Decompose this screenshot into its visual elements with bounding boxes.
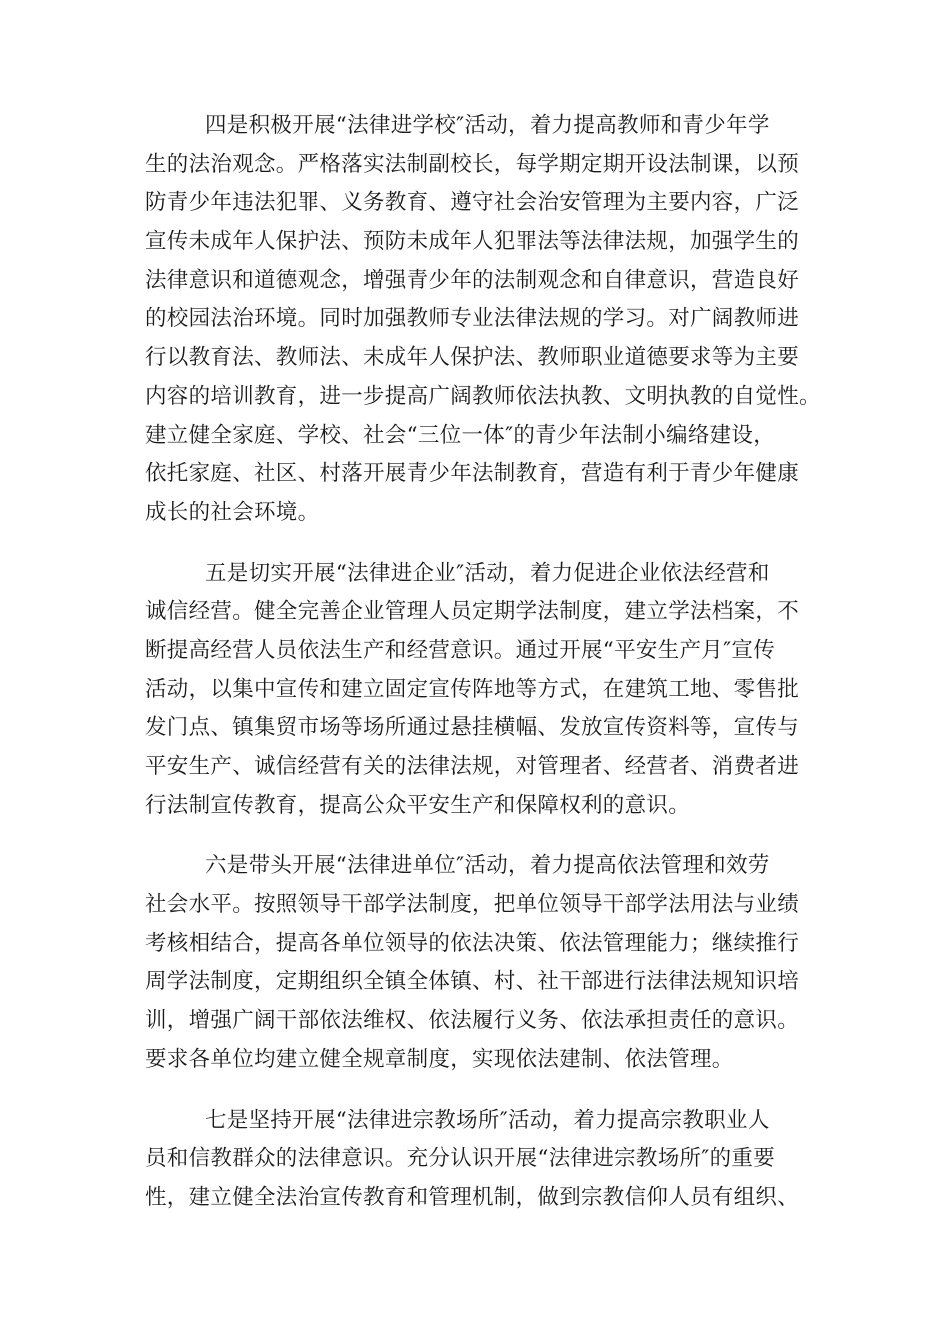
text-line: 四是积极开展“法律进学校″活动，着力提高教师和青少年学 [205,113,770,138]
text-line: 宣传未成年人保护法、预防未成年人犯罪法等法律法规，加强学生的 [145,229,800,255]
text-line: 诚信经营。健全完善企业管理人员定期学法制度，建立学法档案，不 [145,599,800,625]
document-body [145,107,821,1240]
text-line: 员和信教群众的法律意识。充分认识开展“法律进宗教场所″的重要 [145,1146,776,1172]
text-line: 五是切实开展“法律进企业″活动，着力促进企业依法经营和 [205,560,770,586]
text-line: 周学法制度，定期组织全镇全体镇、村、社干部进行法律法规知识培 [145,969,800,995]
text-line: 断提高经营人员依法生产和经营意识。通过开展“平安生产月″宣传 [145,637,776,663]
text-line: 性，建立健全法治宣传教育和管理机制，做到宗教信仰人员有组织、 [145,1184,800,1210]
text-line: 依托家庭、社区、村落开展青少年法制教育，营造有利于青少年健康 [145,461,800,487]
text-line: 建立健全家庭、学校、社会“三位一体″的青少年法制小编络建设， [145,422,776,448]
paragraph-5-enterprises [145,555,805,826]
text-line: 平安生产、诚信经营有关的法律法规，对管理者、经营者、消费者进 [145,754,800,779]
paragraph-6-units [145,847,805,1079]
text-line: 活动，以集中宣传和建立固定宣传阵地等方式，在建筑工地、零售批 [145,676,800,702]
text-line: 内容的培训教育，进一步提高广阔教师依法执教、文明执教的自觉性。 [145,383,821,409]
text-line: 行法制宣传教育，提高公众平安生产和保障权利的意识。 [145,792,691,818]
paragraph-7-religious-sites [145,1102,805,1218]
text-line: 防青少年违法犯罪、义务教育、遵守社会治安管理为主要内容，广泛 [145,190,800,216]
paragraph-4-schools [145,107,821,533]
text-line: 发门点、镇集贸市场等场所通过悬挂横幅、发放宣传资料等，宣传与 [145,715,800,741]
text-line: 法律意识和道德观念，增强青少年的法制观念和自律意识，营造良好 [145,267,800,293]
text-line: 社会水平。按照领导干部学法制度，把单位领导干部学法用法与业绩 [145,892,800,918]
text-line: 成长的社会环境。 [145,499,320,525]
text-line: 考核相结合，提高各单位领导的依法决策、依法管理能力；继续推行 [145,930,800,956]
text-line: 训，增强广阔干部依法维权、依法履行义务、依法承担责任的意识。 [145,1008,800,1034]
text-line: 生的法治观念。严格落实法制副校长，每学期定期开设法制课，以预 [145,151,800,177]
text-line: 行以教育法、教师法、未成年人保护法、教师职业道德要求等为主要 [145,345,800,371]
text-line: 要求各单位均建立健全规章制度，实现依法建制、依法管理。 [145,1046,734,1072]
text-line: 六是带头开展“法律进单位″活动，着力提高依法管理和效劳 [205,853,770,879]
text-line: 七是坚持开展“法律进宗教场所″活动，着力提高宗教职业人 [205,1107,770,1133]
text-line: 的校园法治环境。同时加强教师专业法律法规的学习。对广阔教师进 [145,306,800,332]
